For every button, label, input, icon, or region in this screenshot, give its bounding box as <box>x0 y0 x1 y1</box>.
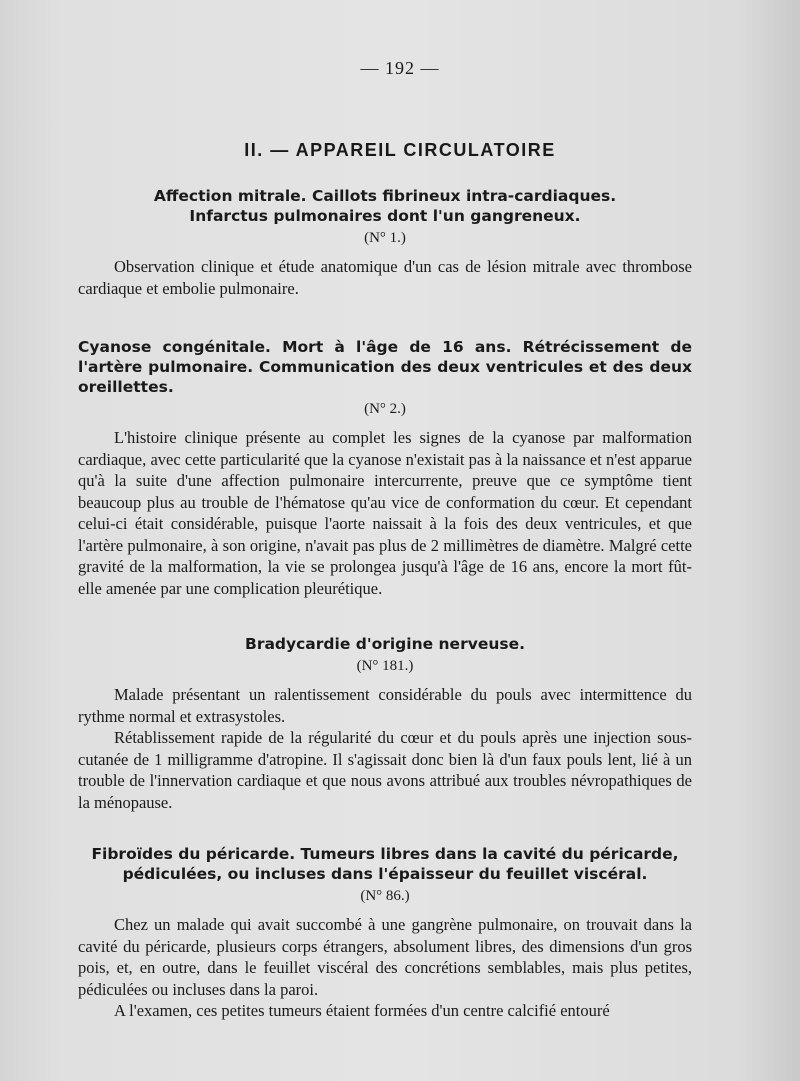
entry-cyanose-congenitale <box>78 337 692 599</box>
entry-bradycardie <box>78 634 692 813</box>
entry-heading <box>78 634 692 654</box>
entry-number: (N° 1.) <box>364 230 406 246</box>
page-number: — 192 — <box>360 58 440 78</box>
entry-heading-line: Bradycardie d'origine nerveuse. <box>245 635 525 653</box>
entry-heading-line: Fibroïdes du péricarde. Tumeurs libres dans la cavité du péricarde, <box>91 845 679 863</box>
entry-paragraph: Rétablissement rapide de la régularité du cœur et du pouls après une injection sous-cutanée de 1 milligramme d'atropine. Il s'agissait donc bien là d'un faux pouls lent, lié à un trouble de l'innervation cardiaque et que nous avons attribué aux troubles névropathiques de la ménopause. <box>78 728 692 812</box>
entry-heading-line: Infarctus pulmonaires dont l'un gangreneux. <box>189 207 581 225</box>
entry-heading-line: Affection mitrale. Caillots fibrineux intra-cardiaques. <box>153 187 617 205</box>
entry-affection-mitrale <box>78 186 692 299</box>
entry-paragraph: Chez un malade qui avait succombé à une gangrène pulmonaire, on trouvait dans la cavité du péricarde, plusieurs corps étrangers, absolument libres, des dimensions d'un gros pois, et, en outre, dans le feuillet viscéral des concrétions semblables, mais plus petites, pédiculées ou incluses dans la paroi. <box>78 915 692 999</box>
entry-heading: Cyanose congénitale. Mort à l'âge de 16 ans. Rétrécissement de l'artère pulmonaire. Communication des deux ventricules et des deux oreillettes. <box>78 338 692 396</box>
entry-heading <box>78 844 692 884</box>
section-title: II. — APPAREIL CIRCULATOIRE <box>244 140 556 160</box>
entry-fibroides-pericarde <box>78 844 692 1022</box>
entry-heading <box>78 186 692 226</box>
entry-number: (N° 86.) <box>360 888 410 904</box>
entry-heading-line: pédiculées, ou incluses dans l'épaisseur du feuillet viscéral. <box>122 865 648 883</box>
entry-paragraph: Malade présentant un ralentissement considérable du pouls avec intermittence du rythme normal et extrasystoles. <box>78 685 692 726</box>
entry-paragraph: Observation clinique et étude anatomique d'un cas de lésion mitrale avec thrombose cardiaque et embolie pulmonaire. <box>78 257 692 298</box>
entry-paragraph: A l'examen, ces petites tumeurs étaient formées d'un centre calcifié entouré <box>114 1001 610 1020</box>
entry-number: (N° 181.) <box>356 658 414 674</box>
entry-paragraph: L'histoire clinique présente au complet les signes de la cyanose par malformation cardiaque, avec cette particularité que la cyanose n'existait pas à la naissance et n'est apparue qu'à la suite d'une affection pulmonaire intercurrente, preuve que ce symptôme tient beaucoup plus au trouble de l'hématose qu'au vice de conformation du cœur. Et cependant celui-ci était considérable, puisque l'aorte naissait à la fois des deux ventricules, et que l'artère pulmonaire, à son origine, n'avait pas plus de 2 millimètres de diamètre. Malgré cette gravité de la malformation, la vie se prolongea jusqu'à l'âge de 16 ans, encore la mort fût-elle amenée par une complication pleurétique. <box>78 428 692 598</box>
entry-number: (N° 2.) <box>364 401 406 417</box>
